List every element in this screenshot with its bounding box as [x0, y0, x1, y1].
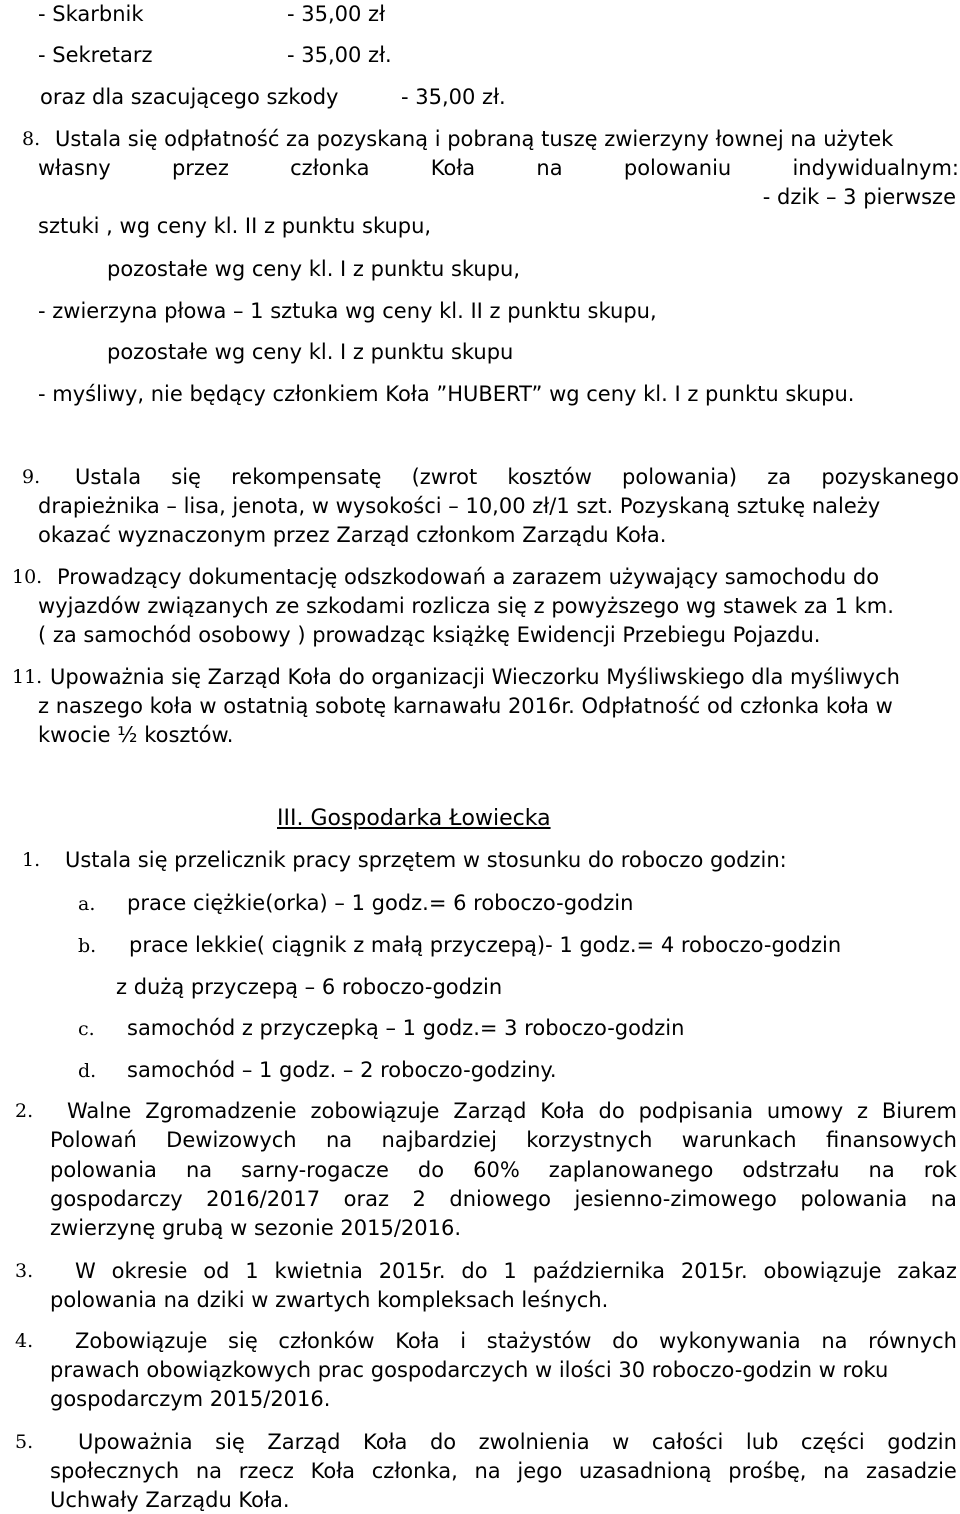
word: obowiązuje	[763, 1259, 882, 1283]
item10-line3: ( za samochód osobowy ) prowadząc książkę Ewidencji Przebiegu Pojazdu.	[38, 623, 821, 647]
word: dniowego	[449, 1187, 551, 1211]
iii-item2-number: 2.	[15, 1100, 34, 1122]
word: zobowiązuje	[310, 1099, 440, 1123]
word: do	[598, 1099, 625, 1123]
word: własny	[38, 156, 111, 180]
fee-role-skarbnik: - Skarbnik	[38, 2, 144, 26]
item11-number: 11.	[12, 666, 43, 688]
word: na	[868, 1158, 895, 1182]
word: Upoważnia	[78, 1430, 193, 1454]
section-heading: III. Gospodarka Łowiecka	[277, 806, 551, 831]
item8-line4: sztuki , wg ceny kl. II z punktu skupu,	[38, 214, 432, 238]
word: części	[800, 1430, 865, 1454]
iii-item2-line2	[50, 1130, 957, 1151]
word: rekompensatę	[231, 465, 382, 489]
word: najbardziej	[381, 1128, 497, 1152]
fee-amount-sekretarz: - 35,00 zł.	[287, 43, 392, 67]
word: umowy	[766, 1099, 844, 1123]
word: się	[171, 465, 201, 489]
word: warunkach	[681, 1128, 797, 1152]
word: podpisania	[638, 1099, 754, 1123]
word: Biurem	[881, 1099, 957, 1123]
iii-item1-text: Ustala się przelicznik pracy sprzętem w stosunku do roboczo godzin:	[65, 848, 787, 872]
word: października	[532, 1259, 666, 1283]
subitem-b-text: prace lekkie( ciągnik z małą przyczepą)- 1 godz.= 4 roboczo-godzin	[129, 933, 842, 957]
word: Ustala	[75, 465, 142, 489]
word: 60%	[473, 1158, 520, 1182]
word: jego	[517, 1459, 563, 1483]
word: polowania	[50, 1158, 157, 1182]
word: Zarząd	[453, 1099, 527, 1123]
word: rzecz	[238, 1459, 294, 1483]
item9-line3: okazać wyznaczonym przez Zarząd członkom Zarządu Koła.	[38, 523, 667, 547]
item8-line6: - zwierzyna płowa – 1 sztuka wg ceny kl. II z punktu skupu,	[38, 299, 657, 323]
item11-line1: Upoważnia się Zarząd Koła do organizacji Wieczorku Myśliwskiego dla myśliwych	[50, 665, 900, 689]
word: i	[460, 1329, 467, 1353]
word: (zwrot	[411, 465, 478, 489]
iii-item3-number: 3.	[15, 1260, 34, 1282]
word: finansowych	[825, 1128, 957, 1152]
word: Zgromadzenie	[145, 1099, 297, 1123]
word: Koła	[310, 1459, 356, 1483]
word: członka,	[371, 1459, 458, 1483]
word: kosztów	[507, 465, 592, 489]
word: jesienno-zimowego	[574, 1187, 777, 1211]
fee-amount-szacujacy: - 35,00 zł.	[401, 85, 506, 109]
word: na	[823, 1459, 850, 1483]
word: na	[325, 1128, 353, 1152]
word: z	[856, 1099, 869, 1123]
word: na	[536, 156, 563, 180]
word: Koła	[395, 1329, 440, 1353]
word: lub	[745, 1430, 779, 1454]
iii-item2-line4	[50, 1189, 957, 1210]
word: Koła	[430, 156, 476, 180]
item9-line1	[75, 467, 959, 488]
word: 2015r.	[378, 1259, 446, 1283]
word: indywidualnym:	[792, 156, 959, 180]
word: kwietnia	[274, 1259, 363, 1283]
word: na	[821, 1329, 848, 1353]
word: Koła	[540, 1099, 585, 1123]
iii-item4-number: 4.	[15, 1330, 34, 1352]
word: społecznych	[50, 1459, 180, 1483]
word: całości	[651, 1430, 724, 1454]
iii-item2-line5: zwierzynę grubą w sezonie 2015/2016.	[50, 1216, 462, 1240]
word: do	[612, 1329, 639, 1353]
word: od	[203, 1259, 230, 1283]
word: 1	[245, 1259, 259, 1283]
subitem-b-letter: b.	[78, 935, 97, 957]
iii-item1-number: 1.	[22, 849, 41, 871]
item8-line2	[38, 158, 959, 179]
word: 2016/2017	[206, 1187, 321, 1211]
word: zasadzie	[866, 1459, 957, 1483]
subitem-b-continuation: z dużą przyczepą – 6 roboczo-godzin	[116, 975, 503, 999]
iii-item4-line2: prawach obowiązkowych prac gospodarczych w ilości 30 roboczo-godzin w roku	[50, 1358, 889, 1382]
iii-item2-line3	[50, 1160, 957, 1181]
word: równych	[868, 1329, 957, 1353]
word: 2015r.	[680, 1259, 748, 1283]
item10-line2: wyjazdów związanych ze szkodami rozlicza się z powyższego wg stawek za 1 km.	[38, 594, 894, 618]
subitem-d-letter: d.	[78, 1060, 97, 1082]
item8-line5: pozostałe wg ceny kl. I z punktu skupu,	[107, 257, 521, 281]
subitem-a-letter: a.	[78, 893, 96, 915]
item8-line7: pozostałe wg ceny kl. I z punktu skupu	[107, 340, 514, 364]
word: Walne	[67, 1099, 132, 1123]
word: Zobowiązuje	[75, 1329, 208, 1353]
item10-line1: Prowadzący dokumentację odszkodowań a zarazem używający samochodu do	[57, 565, 880, 589]
item9-line2: drapieżnika – lisa, jenota, w wysokości – 10,00 zł/1 szt. Pozyskaną sztukę należy	[38, 494, 881, 518]
word: oraz	[343, 1187, 390, 1211]
word: polowania)	[622, 465, 738, 489]
word: na	[930, 1187, 957, 1211]
word: Dewizowych	[166, 1128, 297, 1152]
iii-item4-line1	[75, 1331, 957, 1352]
iii-item5-line1	[78, 1432, 957, 1453]
fee-amount-skarbnik: - 35,00 zł	[287, 2, 386, 26]
item11-line3: kwocie ½ kosztów.	[38, 723, 234, 747]
word: do	[417, 1158, 445, 1182]
word: w	[612, 1430, 630, 1454]
word: rok	[923, 1158, 957, 1182]
word: sarny-rogacze	[241, 1158, 389, 1182]
word: 1	[503, 1259, 517, 1283]
iii-item5-line2	[50, 1461, 957, 1482]
word: Polowań	[50, 1128, 137, 1152]
word: wykonywania	[658, 1329, 801, 1353]
word: godzin	[887, 1430, 957, 1454]
iii-item5-line3: Uchwały Zarządu Koła.	[50, 1488, 290, 1512]
word: prośbę,	[728, 1459, 807, 1483]
subitem-c-letter: c.	[78, 1018, 95, 1040]
word: członka	[290, 156, 370, 180]
item8-line8: - myśliwy, nie będący członkiem Koła ”HUBERT” wg ceny kl. I z punktu skupu.	[38, 382, 855, 406]
word: Koła	[363, 1430, 408, 1454]
item9-number: 9.	[22, 466, 41, 488]
word: się	[228, 1329, 258, 1353]
word: się	[215, 1430, 245, 1454]
item8-number: 8.	[22, 128, 41, 150]
iii-item3-line1	[75, 1261, 957, 1282]
word: na	[185, 1158, 213, 1182]
fee-role-szacujacy: oraz dla szacującego szkody	[40, 85, 339, 109]
iii-item4-line3: gospodarczym 2015/2016.	[50, 1387, 331, 1411]
word: odstrzału	[742, 1158, 840, 1182]
item10-number: 10.	[12, 566, 43, 588]
word: za	[767, 465, 792, 489]
word: okresie	[111, 1259, 188, 1283]
word: przez	[171, 156, 229, 180]
word: do	[461, 1259, 488, 1283]
word: W	[75, 1259, 96, 1283]
word: Zarząd	[267, 1430, 341, 1454]
word: zaplanowanego	[548, 1158, 714, 1182]
iii-item2-line1	[67, 1101, 957, 1122]
iii-item5-number: 5.	[15, 1431, 34, 1453]
subitem-a-text: prace ciężkie(orka) – 1 godz.= 6 roboczo-godzin	[127, 891, 634, 915]
word: stażystów	[486, 1329, 592, 1353]
word: polowania	[800, 1187, 908, 1211]
subitem-d-text: samochód – 1 godz. – 2 roboczo-godziny.	[127, 1058, 557, 1082]
word: polowaniu	[623, 156, 732, 180]
fee-role-sekretarz: - Sekretarz	[38, 43, 153, 67]
word: pozyskanego	[821, 465, 959, 489]
subitem-c-text: samochód z przyczepką – 1 godz.= 3 roboczo-godzin	[127, 1016, 685, 1040]
word: na	[195, 1459, 223, 1483]
word: zwolnienia	[478, 1430, 590, 1454]
word: na	[474, 1459, 501, 1483]
word: gospodarczy	[50, 1187, 183, 1211]
item8-line1: Ustala się odpłatność za pozyskaną i pobraną tuszę zwierzyny łownej na użytek	[55, 127, 894, 151]
item11-line2: z naszego koła w ostatnią sobotę karnawału 2016r. Odpłatność od członka koła w	[38, 694, 893, 718]
word: zakaz	[897, 1259, 957, 1283]
word: członków	[278, 1329, 375, 1353]
iii-item3-line2: polowania na dziki w zwartych kompleksach leśnych.	[50, 1288, 609, 1312]
word: do	[429, 1430, 457, 1454]
item8-line3: - dzik – 3 pierwsze	[762, 185, 956, 209]
word: korzystnych	[526, 1128, 653, 1152]
word: 2	[412, 1187, 426, 1211]
word: uzasadnioną	[579, 1459, 712, 1483]
